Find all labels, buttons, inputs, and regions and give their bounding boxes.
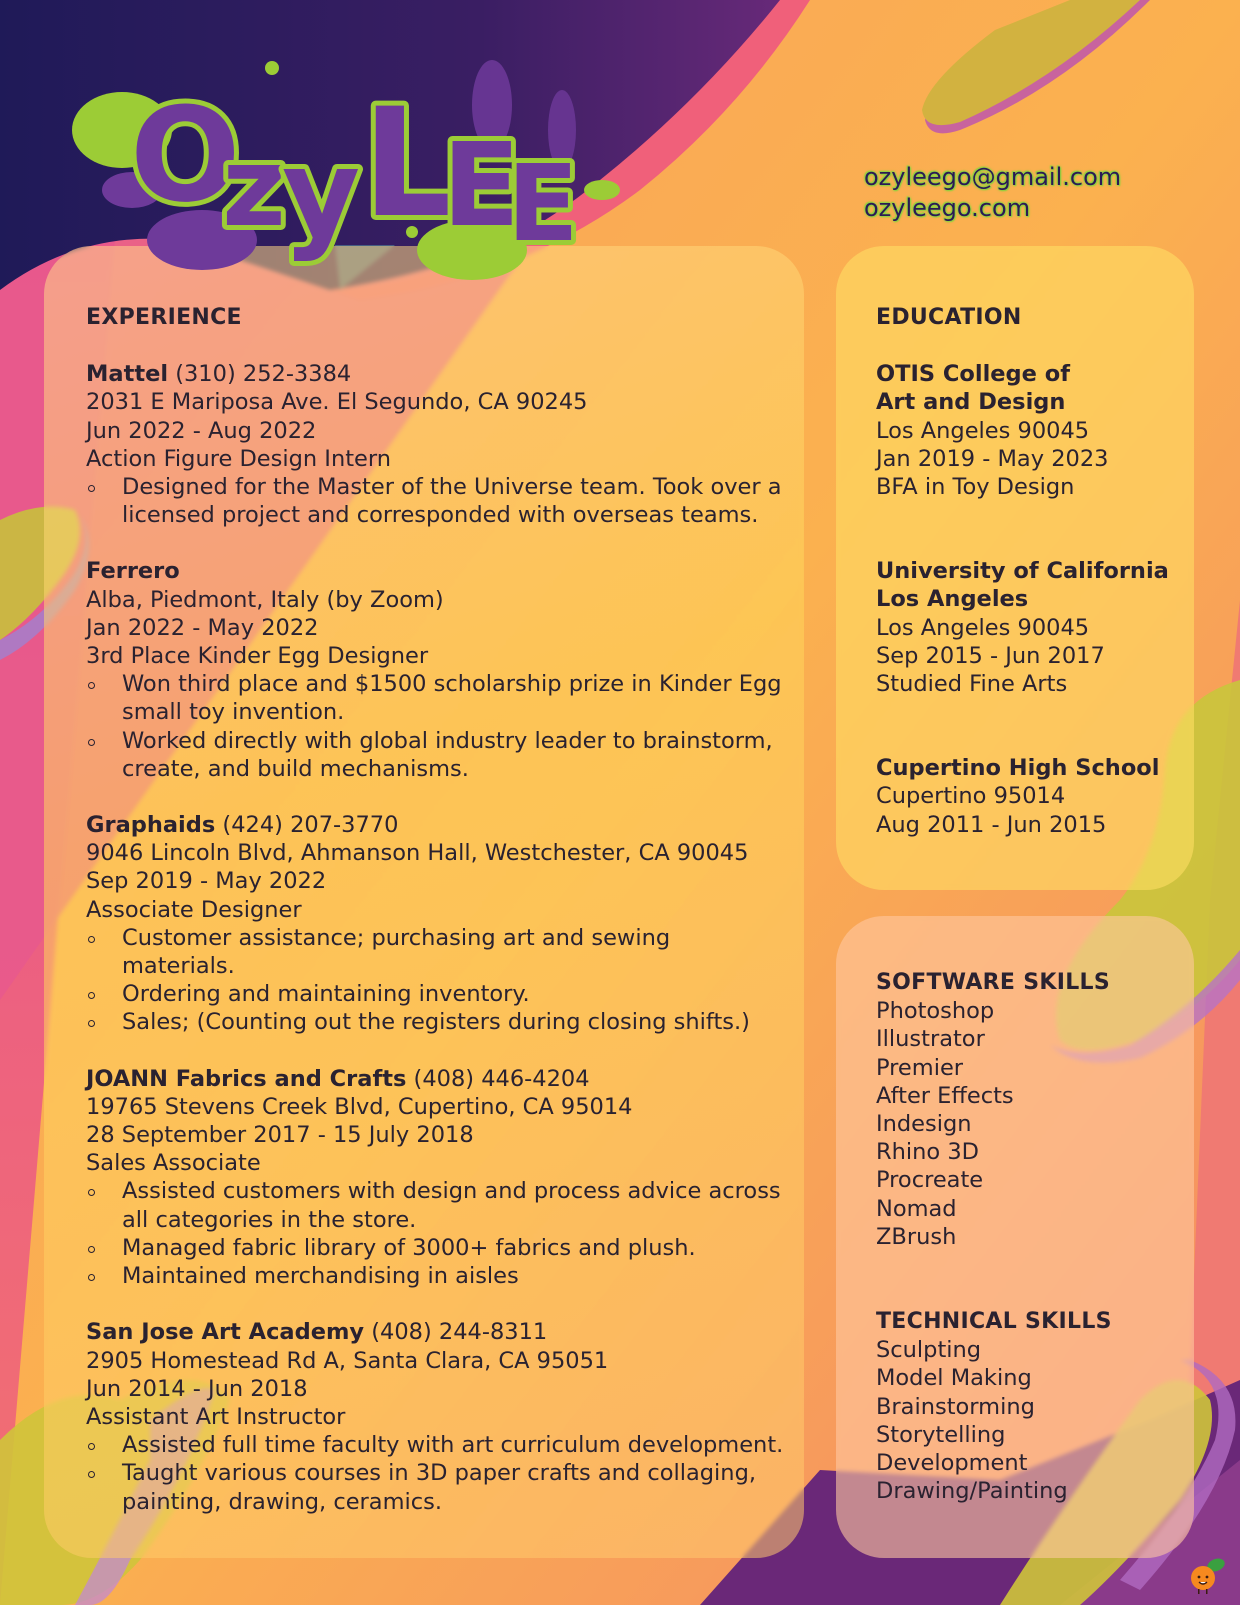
experience-section	[86, 304, 806, 1544]
skill-item: Photoshop	[876, 998, 995, 1025]
school-name-cont: Art and Design	[876, 389, 1066, 416]
job-bullet: Maintained merchandising in aisles	[86, 1262, 806, 1290]
svg-text:L: L	[362, 77, 458, 251]
company-name: Ferrero	[86, 558, 180, 585]
job-dates: Jan 2022 - May 2022	[86, 614, 319, 641]
company-name: Mattel	[86, 361, 169, 388]
job-bullets	[86, 1177, 806, 1290]
job-dates: Jun 2022 - Aug 2022	[86, 417, 317, 444]
experience-heading: EXPERIENCE	[86, 305, 242, 330]
job-title: Assistant Art Instructor	[86, 1403, 346, 1430]
job-title: Associate Designer	[86, 896, 302, 923]
education-heading: EDUCATION	[876, 305, 1022, 330]
job-dates: 28 September 2017 - 15 July 2018	[86, 1122, 474, 1149]
school-dates: Jan 2019 - May 2023	[876, 445, 1109, 472]
skill-item: Model Making	[876, 1365, 1032, 1392]
job-title: Sales Associate	[86, 1150, 261, 1177]
company-phone: (408) 446-4204	[413, 1065, 590, 1092]
job-dates: Sep 2019 - May 2022	[86, 868, 327, 895]
company-address: 2905 Homestead Rd A, Santa Clara, CA 95051	[86, 1347, 609, 1374]
school-entry-otis	[876, 360, 1176, 501]
skill-item: After Effects	[876, 1082, 1014, 1109]
technical-skills	[876, 1308, 1176, 1505]
name-logo	[62, 50, 642, 285]
contact-info	[864, 162, 1121, 224]
school-dates: Aug 2011 - Jun 2015	[876, 811, 1107, 838]
skill-item: Drawing/Painting	[876, 1478, 1068, 1505]
job-title: 3rd Place Kinder Egg Designer	[86, 643, 429, 670]
job-dates: Jun 2014 - Jun 2018	[86, 1375, 308, 1402]
job-bullet: Assisted full time faculty with art curriculum development.	[86, 1431, 806, 1459]
orange-mascot-icon	[1186, 1555, 1228, 1597]
skill-item: Premier	[876, 1054, 964, 1081]
job-bullet: Won third place and $1500 scholarship prize in Kinder Egg small toy invention.	[86, 670, 806, 726]
company-name: JOANN Fabrics and Crafts	[86, 1065, 407, 1092]
school-name: OTIS College of	[876, 361, 1070, 388]
company-name: Graphaids	[86, 812, 216, 839]
school-location: Los Angeles 90045	[876, 614, 1090, 641]
software-skills-heading: SOFTWARE SKILLS	[876, 970, 1110, 995]
school-entry-ucla	[876, 557, 1176, 698]
job-bullet: Sales; (Counting out the registers during closing shifts.)	[86, 1008, 806, 1036]
company-name: San Jose Art Academy	[86, 1319, 365, 1346]
school-name: Cupertino High School	[876, 755, 1160, 782]
skills-section	[876, 969, 1176, 1562]
company-address: 9046 Lincoln Blvd, Ahmanson Hall, Westchester, CA 90045	[86, 840, 749, 867]
skill-item: Brainstorming	[876, 1393, 1035, 1420]
school-name: University of California	[876, 558, 1169, 585]
svg-text:z: z	[222, 123, 287, 251]
skill-item: Nomad	[876, 1195, 957, 1222]
svg-text:E: E	[507, 143, 579, 265]
company-phone: (408) 244-8311	[371, 1319, 548, 1346]
skill-item: Development	[876, 1450, 1028, 1477]
school-degree: Studied Fine Arts	[876, 671, 1068, 698]
skill-item: Illustrator	[876, 1026, 985, 1053]
company-phone: (424) 207-3770	[222, 812, 399, 839]
skill-item: Sculpting	[876, 1337, 982, 1364]
skill-item: Procreate	[876, 1167, 984, 1194]
job-bullet: Assisted customers with design and process advice across all categories in the store.	[86, 1177, 806, 1233]
job-entry-mattel	[86, 360, 806, 529]
school-dates: Sep 2015 - Jun 2017	[876, 642, 1105, 669]
job-title: Action Figure Design Intern	[86, 445, 391, 472]
job-entry-san-jose-art-academy	[86, 1318, 806, 1515]
job-entry-graphaids	[86, 811, 806, 1037]
job-bullet: Designed for the Master of the Universe team. Took over a licensed project and corresponded with overseas teams.	[86, 473, 806, 529]
job-bullets	[86, 924, 806, 1037]
skill-item: Rhino 3D	[876, 1139, 979, 1166]
job-bullets	[86, 473, 806, 529]
svg-text:y: y	[282, 125, 361, 264]
job-entry-joann	[86, 1065, 806, 1291]
company-phone: (310) 252-3384	[175, 361, 352, 388]
job-bullets	[86, 670, 806, 783]
skill-item: Storytelling	[876, 1421, 1006, 1448]
job-entry-ferrero	[86, 557, 806, 783]
technical-skills-heading: TECHNICAL SKILLS	[876, 1309, 1112, 1335]
company-address: Alba, Piedmont, Italy (by Zoom)	[86, 586, 444, 613]
svg-text:E: E	[442, 119, 521, 253]
skill-item: ZBrush	[876, 1223, 957, 1250]
education-section	[876, 304, 1176, 895]
school-location: Cupertino 95014	[876, 783, 1066, 810]
school-location: Los Angeles 90045	[876, 417, 1090, 444]
job-bullet: Ordering and maintaining inventory.	[86, 980, 806, 1008]
job-bullets	[86, 1431, 806, 1516]
job-bullet: Worked directly with global industry leader to brainstorm, create, and build mechanisms.	[86, 727, 806, 783]
school-entry-cupertino-high	[876, 754, 1176, 839]
email-link[interactable]: ozyleego@gmail.com	[864, 163, 1122, 191]
company-address: 19765 Stevens Creek Blvd, Cupertino, CA 95014	[86, 1093, 633, 1120]
svg-text:O: O	[130, 79, 241, 231]
company-address: 2031 E Mariposa Ave. El Segundo, CA 90245	[86, 389, 588, 416]
school-name-cont: Los Angeles	[876, 586, 1029, 613]
job-bullet: Taught various courses in 3D paper crafts and collaging, painting, drawing, ceramics.	[86, 1459, 806, 1515]
job-bullet: Customer assistance; purchasing art and sewing materials.	[86, 924, 806, 980]
software-skills	[876, 969, 1176, 1251]
job-bullet: Managed fabric library of 3000+ fabrics and plush.	[86, 1234, 806, 1262]
school-degree: BFA in Toy Design	[876, 474, 1075, 501]
skill-item: Indesign	[876, 1111, 972, 1138]
website-link[interactable]: ozyleego.com	[864, 194, 1031, 222]
